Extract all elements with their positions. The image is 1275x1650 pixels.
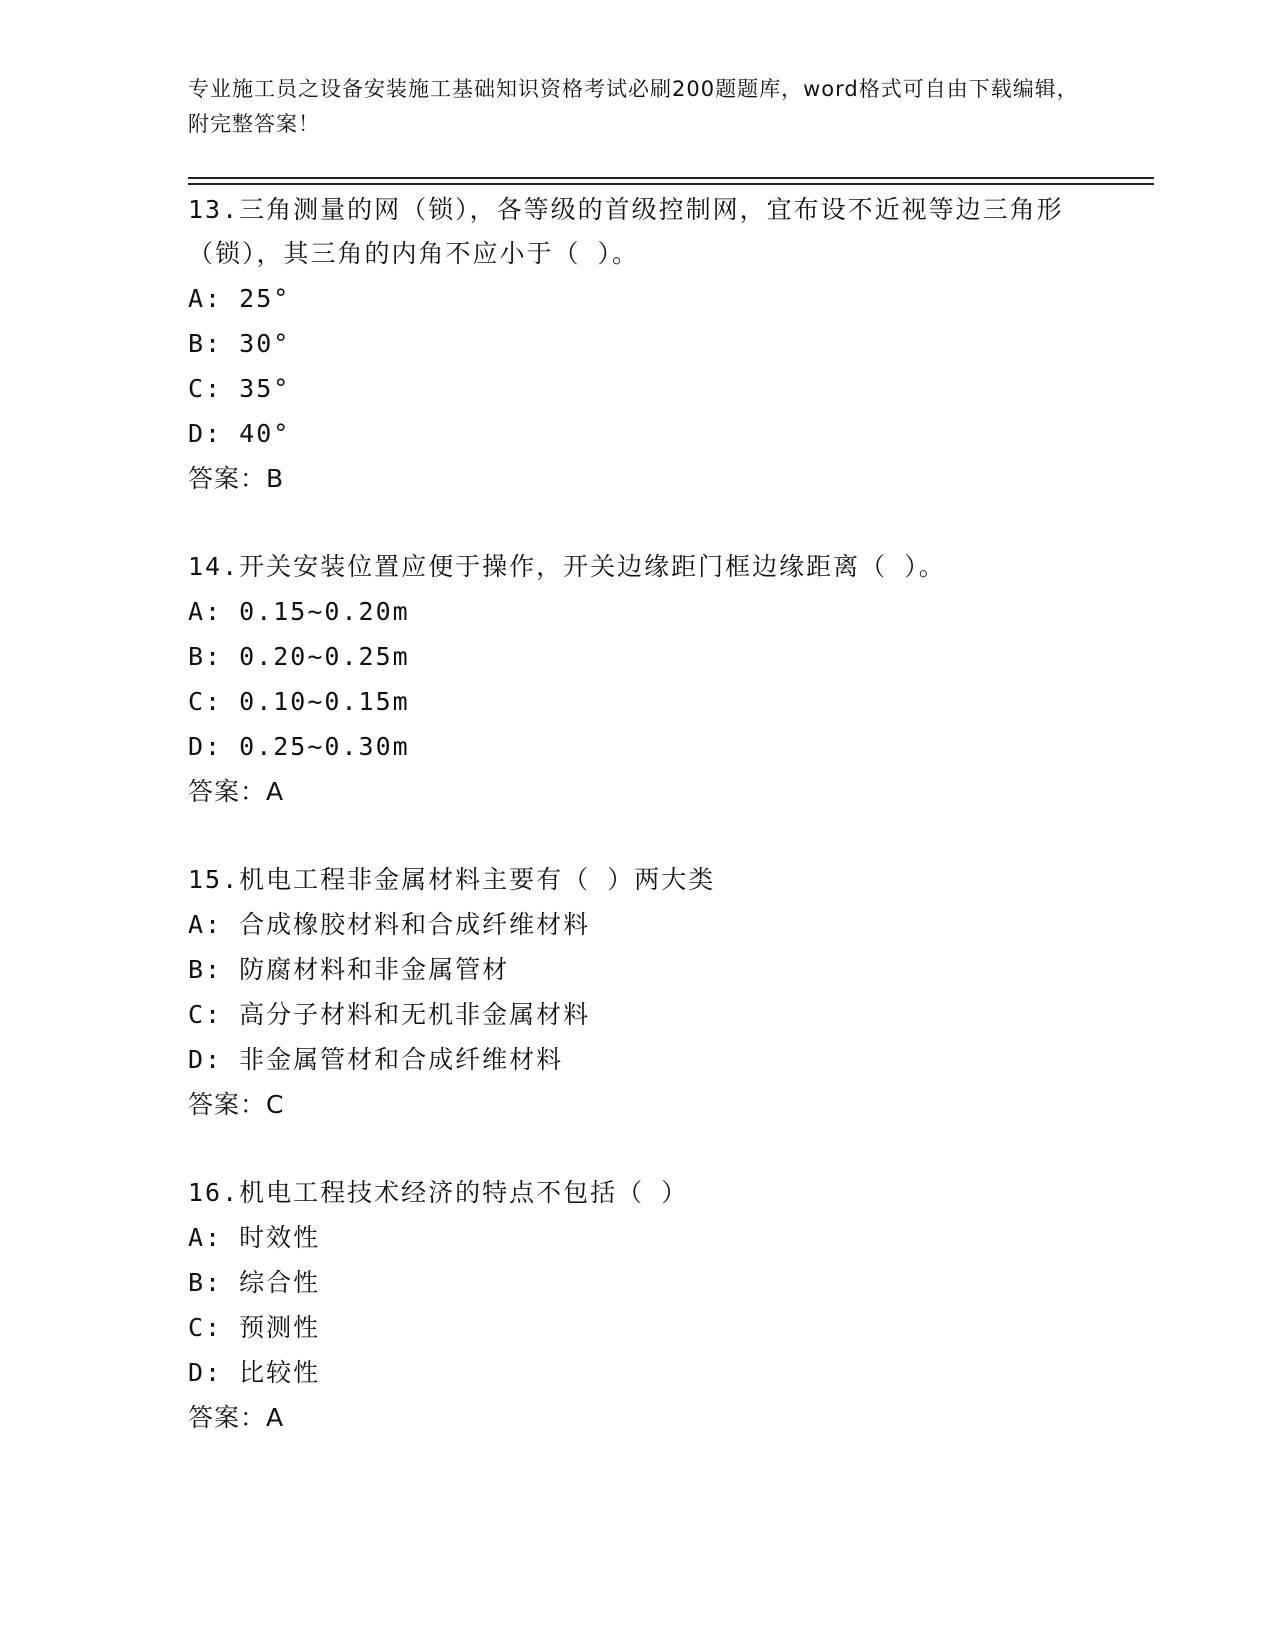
question-16 <box>188 1171 1168 1440</box>
option-c: C: 预测性 <box>188 1313 321 1342</box>
option-c: C: 高分子材料和无机非金属材料 <box>188 1000 591 1029</box>
question-stem: 16.机电工程技术经济的特点不包括（ ） <box>188 1178 689 1207</box>
question-list <box>188 188 1168 1440</box>
question-stem: 14.开关安装位置应便于操作，开关边缘距门框边缘距离（ ）。 <box>188 552 946 581</box>
option-c: C: 0.10~0.15m <box>188 687 410 716</box>
option-d: D: 比较性 <box>188 1358 321 1387</box>
option-d: D: 0.25~0.30m <box>188 732 410 761</box>
question-13 <box>188 188 1168 501</box>
question-stem: 15.机电工程非金属材料主要有（ ）两大类 <box>188 865 716 894</box>
option-b: B: 综合性 <box>188 1268 321 1297</box>
question-14 <box>188 545 1168 814</box>
answer: 答案：B <box>188 464 285 493</box>
option-a: A: 合成橡胶材料和合成纤维材料 <box>188 910 591 939</box>
option-a: A: 25° <box>188 284 291 313</box>
option-b: B: 防腐材料和非金属管材 <box>188 955 510 984</box>
document-header: 专业施工员之设备安装施工基础知识资格考试必刷200题题库，word格式可自由下载编辑，附完整答案！ <box>188 77 1079 136</box>
answer: 答案：C <box>188 1090 285 1119</box>
option-a: A: 时效性 <box>188 1223 321 1252</box>
answer: 答案：A <box>188 777 285 806</box>
header-divider-top <box>188 177 1154 179</box>
option-d: D: 40° <box>188 419 291 448</box>
header-divider-bottom <box>188 183 1154 185</box>
option-d: D: 非金属管材和合成纤维材料 <box>188 1045 564 1074</box>
option-a: A: 0.15~0.20m <box>188 597 410 626</box>
option-c: C: 35° <box>188 374 291 403</box>
question-15 <box>188 858 1168 1127</box>
answer: 答案：A <box>188 1403 285 1432</box>
option-b: B: 30° <box>188 329 291 358</box>
option-b: B: 0.20~0.25m <box>188 642 410 671</box>
question-stem: 13.三角测量的网（锁），各等级的首级控制网，宜布设不近视等边三角形（锁），其三角的内角不应小于（ ）。 <box>188 195 1064 268</box>
